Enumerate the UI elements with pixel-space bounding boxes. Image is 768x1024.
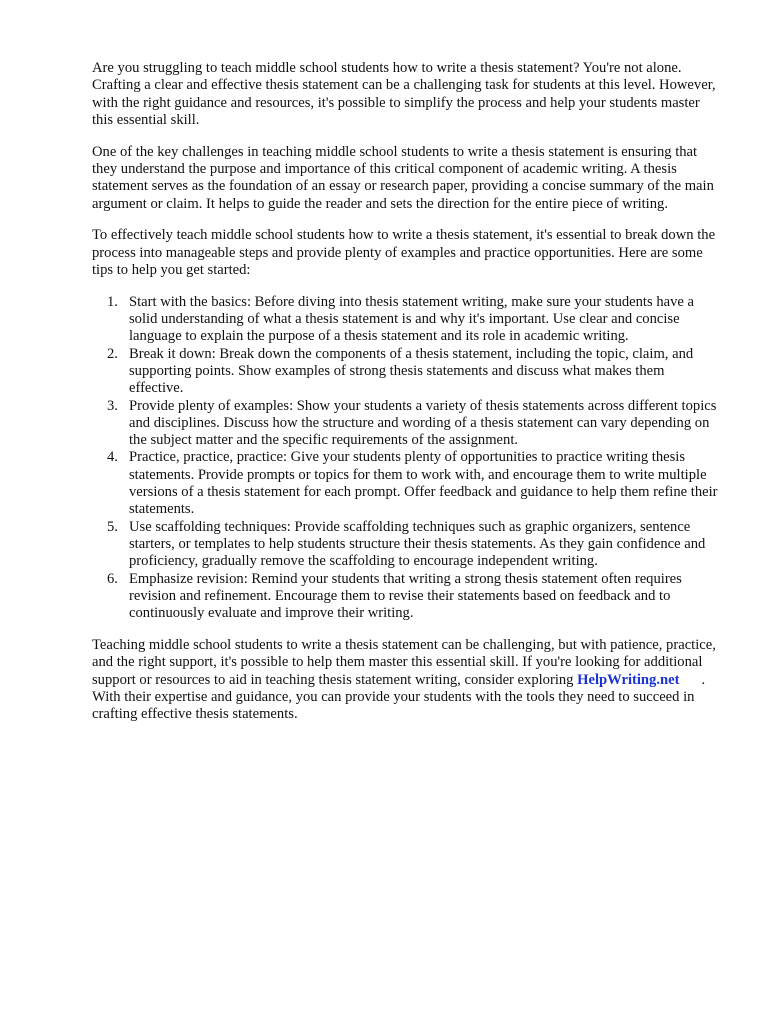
tip-number: 4.	[107, 449, 118, 466]
tip-item-3	[107, 397, 722, 450]
tip-number: 5.	[107, 518, 118, 535]
tip-text: Use scaffolding techniques: Provide scaffolding techniques such as graphic organizers, sentence starters, or templates to help students structure their thesis statements. As they gain confidence and proficiency, gradually remove the scaffolding to encourage independent writing.	[129, 518, 706, 570]
tip-text: Emphasize revision: Remind your students that writing a strong thesis statement often requires revision and refinement. Encourage them to revise their statements based on feedback and to continuously evaluate and improve their writing.	[129, 570, 682, 622]
conclusion-text-after-link: . With their expertise and guidance, you can provide your students with the tools they need to succeed in crafting effective thesis statements.	[92, 671, 706, 723]
tips-intro-paragraph: To effectively teach middle school students how to write a thesis statement, it's essential to break down the process into manageable steps and provide plenty of examples and practice opportunities. Here are some tips to help you get started:	[92, 227, 716, 278]
document-page	[92, 60, 722, 738]
tips-list	[92, 294, 722, 623]
tip-number: 2.	[107, 345, 118, 362]
tip-number: 6.	[107, 570, 118, 587]
tip-item-4	[107, 449, 722, 518]
intro-paragraph: Are you struggling to teach middle school students how to write a thesis statement? You're not alone. Crafting a clear and effective thesis statement can be a challenging task for students at this level. However, with the right guidance and resources, it's possible to simplify the process and help your students master this essential skill.	[92, 60, 716, 128]
tip-text: Provide plenty of examples: Show your students a variety of thesis statements across different topics and disciplines. Discuss how the structure and wording of a thesis statement can vary depending on the subject matter and the specific requirements of the assignment.	[129, 397, 717, 449]
tip-item-1	[107, 293, 722, 346]
tip-item-5	[107, 518, 722, 571]
tip-text: Start with the basics: Before diving into thesis statement writing, make sure your students have a solid understanding of what a thesis statement is and why it's important. Use clear and concise language to explain the purpose of a thesis statement and its role in academic writing.	[129, 293, 694, 345]
helpwriting-link[interactable]: HelpWriting.net	[577, 671, 680, 688]
tip-number: 1.	[107, 293, 118, 310]
tip-item-6	[107, 570, 722, 623]
tip-item-2	[107, 345, 722, 398]
tip-text: Break it down: Break down the components of a thesis statement, including the topic, claim, and supporting points. Show examples of strong thesis statements and discuss what makes them effective.	[129, 345, 694, 397]
tip-number: 3.	[107, 397, 118, 414]
conclusion-text-before-link: Teaching middle school students to write a thesis statement can be challenging, but with patience, practice, and the right support, it's possible to help them master this essential skill. If you're looking for additional support or resources to aid in teaching thesis statement writing, consider exploring	[92, 636, 716, 688]
conclusion-paragraph	[92, 637, 722, 723]
challenges-paragraph: One of the key challenges in teaching middle school students to write a thesis statement is ensuring that they understand the purpose and importance of this critical component of academic writing. A thesis statement serves as the foundation of an essay or research paper, providing a concise summary of the main argument or claim. It helps to guide the reader and sets the direction for the entire piece of writing.	[92, 143, 714, 212]
tip-text: Practice, practice, practice: Give your students plenty of opportunities to practice writing thesis statements. Provide prompts or topics for them to work with, and encourage them to write multiple versions of a thesis statement for each prompt. Offer feedback and guidance to help them refine their statements.	[129, 449, 718, 518]
